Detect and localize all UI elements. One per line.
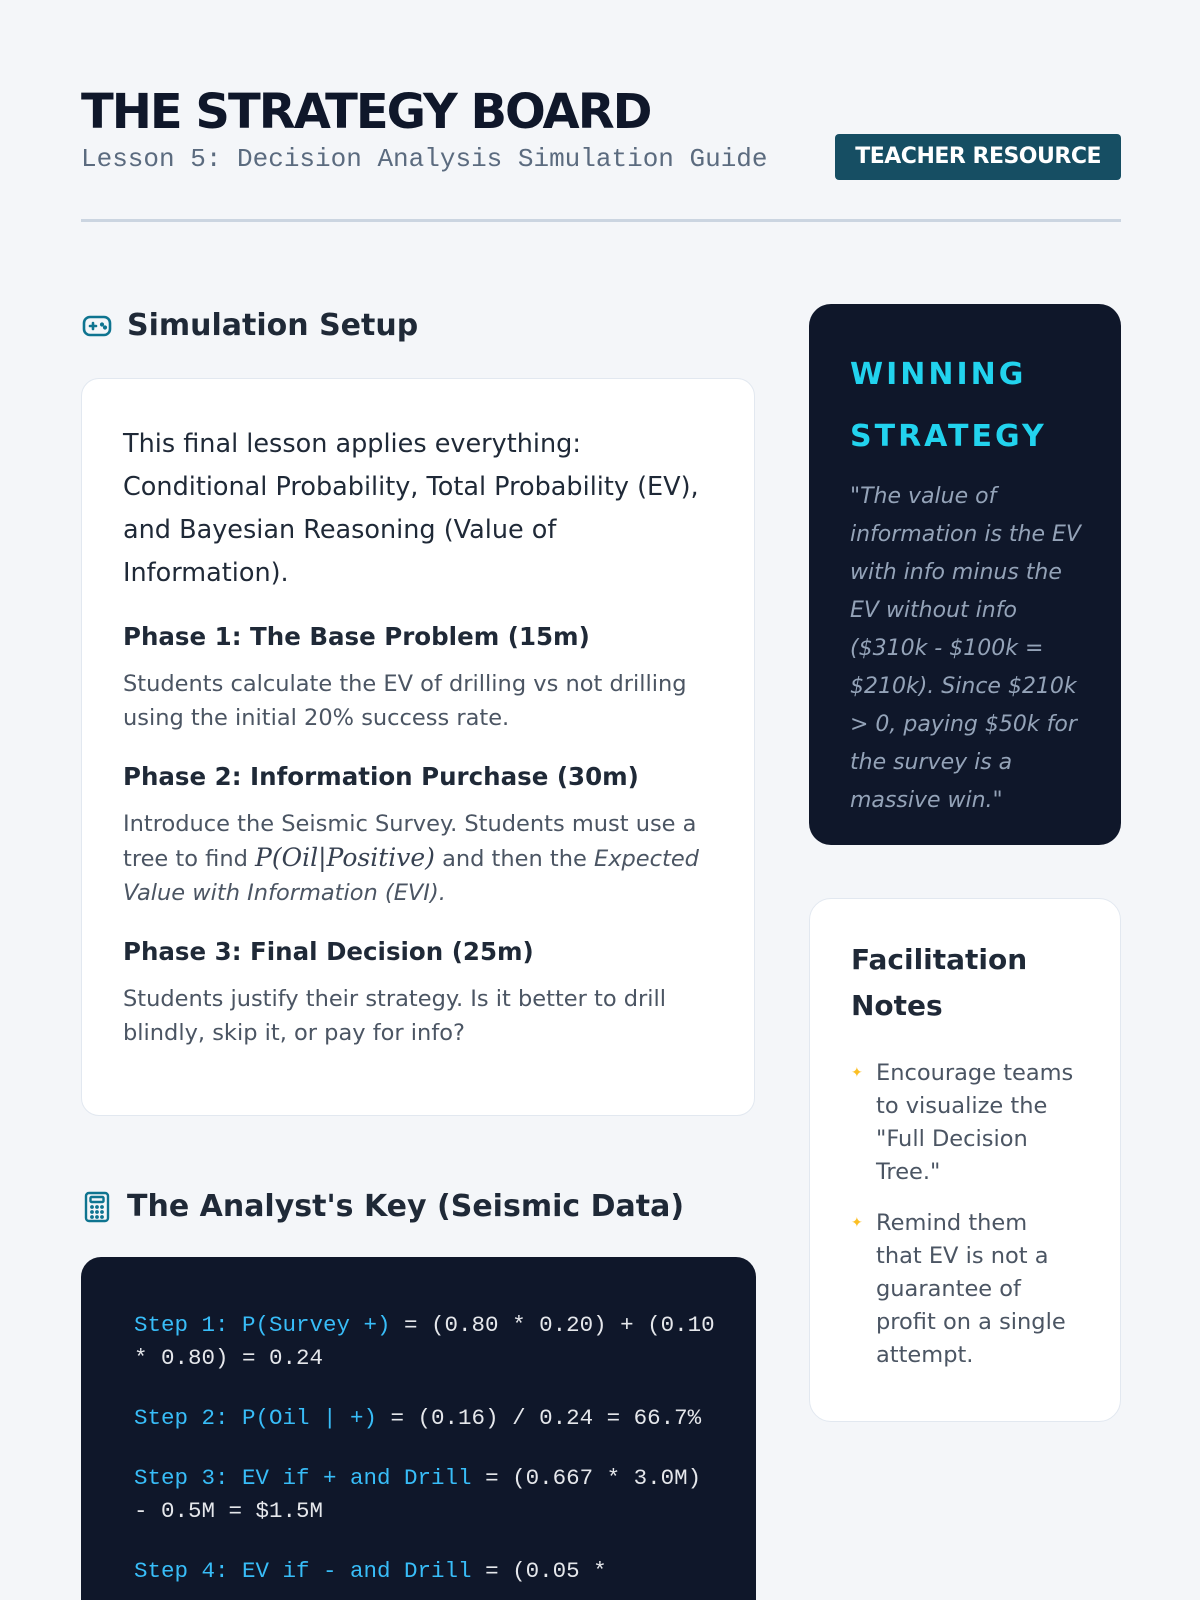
phase-2-title: Phase 2: Information Purchase (30m) [123, 762, 639, 791]
phase-3-text: Students justify their strategy. Is it better to drill blindly, skip it, or pay for info? [123, 986, 667, 1046]
winning-strategy-card [809, 304, 1121, 845]
diamond-bullet-icon: ✦ [851, 1215, 863, 1231]
key-step-4-label: Step 4: EV if - and Drill [134, 1558, 472, 1584]
list-item [851, 1207, 1080, 1372]
key-step-3 [134, 1462, 716, 1528]
simulation-setup-heading [81, 308, 418, 343]
simulation-setup-card [81, 378, 755, 1116]
analysts-key-title: The Analyst's Key (Seismic Data) [127, 1189, 685, 1224]
key-step-3-label: Step 3: EV if + and Drill [134, 1465, 472, 1491]
phase-1-title: Phase 1: The Base Problem (15m) [123, 622, 590, 651]
winning-strategy-title: WINNING STRATEGY [850, 357, 1047, 454]
key-step-2-value: = (0.16) / 0.24 = 66.7% [377, 1405, 702, 1431]
phase-2-text-em: Expected Value with Information (EVI). [123, 846, 699, 906]
page-subtitle: Lesson 5: Decision Analysis Simulation Guide [81, 144, 768, 174]
setup-intro: This final lesson applies everything: Conditional Probability, Total Probability (EV), and Bayesian Reasoning (Value of Information). [123, 429, 699, 588]
phase-3-title: Phase 3: Final Decision (25m) [123, 937, 534, 966]
key-step-1-label: Step 1: P(Survey +) [134, 1312, 391, 1338]
phase-2-text-b: and then the [434, 846, 594, 872]
note-text: Encourage teams to visualize the "Full Decision Tree." [876, 1060, 1074, 1185]
analysts-key-heading [81, 1189, 684, 1224]
key-step-2-label: Step 2: P(Oil | +) [134, 1405, 378, 1431]
gamepad-icon [81, 310, 113, 342]
page-header [81, 82, 1121, 222]
key-step-2 [134, 1402, 716, 1435]
facilitation-notes-list [851, 1057, 1080, 1372]
analysts-key-card [81, 1257, 756, 1600]
diamond-bullet-icon: ✦ [851, 1065, 863, 1081]
phase-2-text [123, 807, 714, 910]
key-step-4 [134, 1555, 716, 1588]
phase-1-text: Students calculate the EV of drilling vs not drilling using the initial 20% success rate. [123, 671, 687, 731]
phase-2-text-a: Introduce the Seismic Survey. Students must use a tree to find [123, 811, 697, 872]
note-text: Remind them that EV is not a guarantee of profit on a single attempt. [876, 1210, 1066, 1368]
simulation-setup-title: Simulation Setup [127, 308, 419, 343]
facilitation-notes-card [809, 898, 1121, 1422]
facilitation-notes-title: Facilitation Notes [851, 943, 1028, 1022]
list-item [851, 1057, 1080, 1189]
winning-strategy-quote: "The value of information is the EV with info minus the EV without info ($310k - $100k = $210k). Since $210k > 0, paying $50k for the survey is a massive win." [850, 484, 1081, 813]
key-step-4-value: = (0.05 * [471, 1558, 607, 1584]
key-step-3-value: = (0.667 * 3.0M) - 0.5M = $1.5M [134, 1465, 715, 1524]
page-title: THE STRATEGY BOARD [81, 84, 651, 140]
key-step-1 [134, 1309, 729, 1375]
calculator-icon [81, 1191, 113, 1223]
phase-2-formula: P(Oil|Positive) [255, 843, 435, 872]
key-step-1-value: = (0.80 * 0.20) + (0.10 * 0.80) = 0.24 [134, 1312, 729, 1371]
teacher-resource-badge: TEACHER RESOURCE [835, 134, 1121, 180]
